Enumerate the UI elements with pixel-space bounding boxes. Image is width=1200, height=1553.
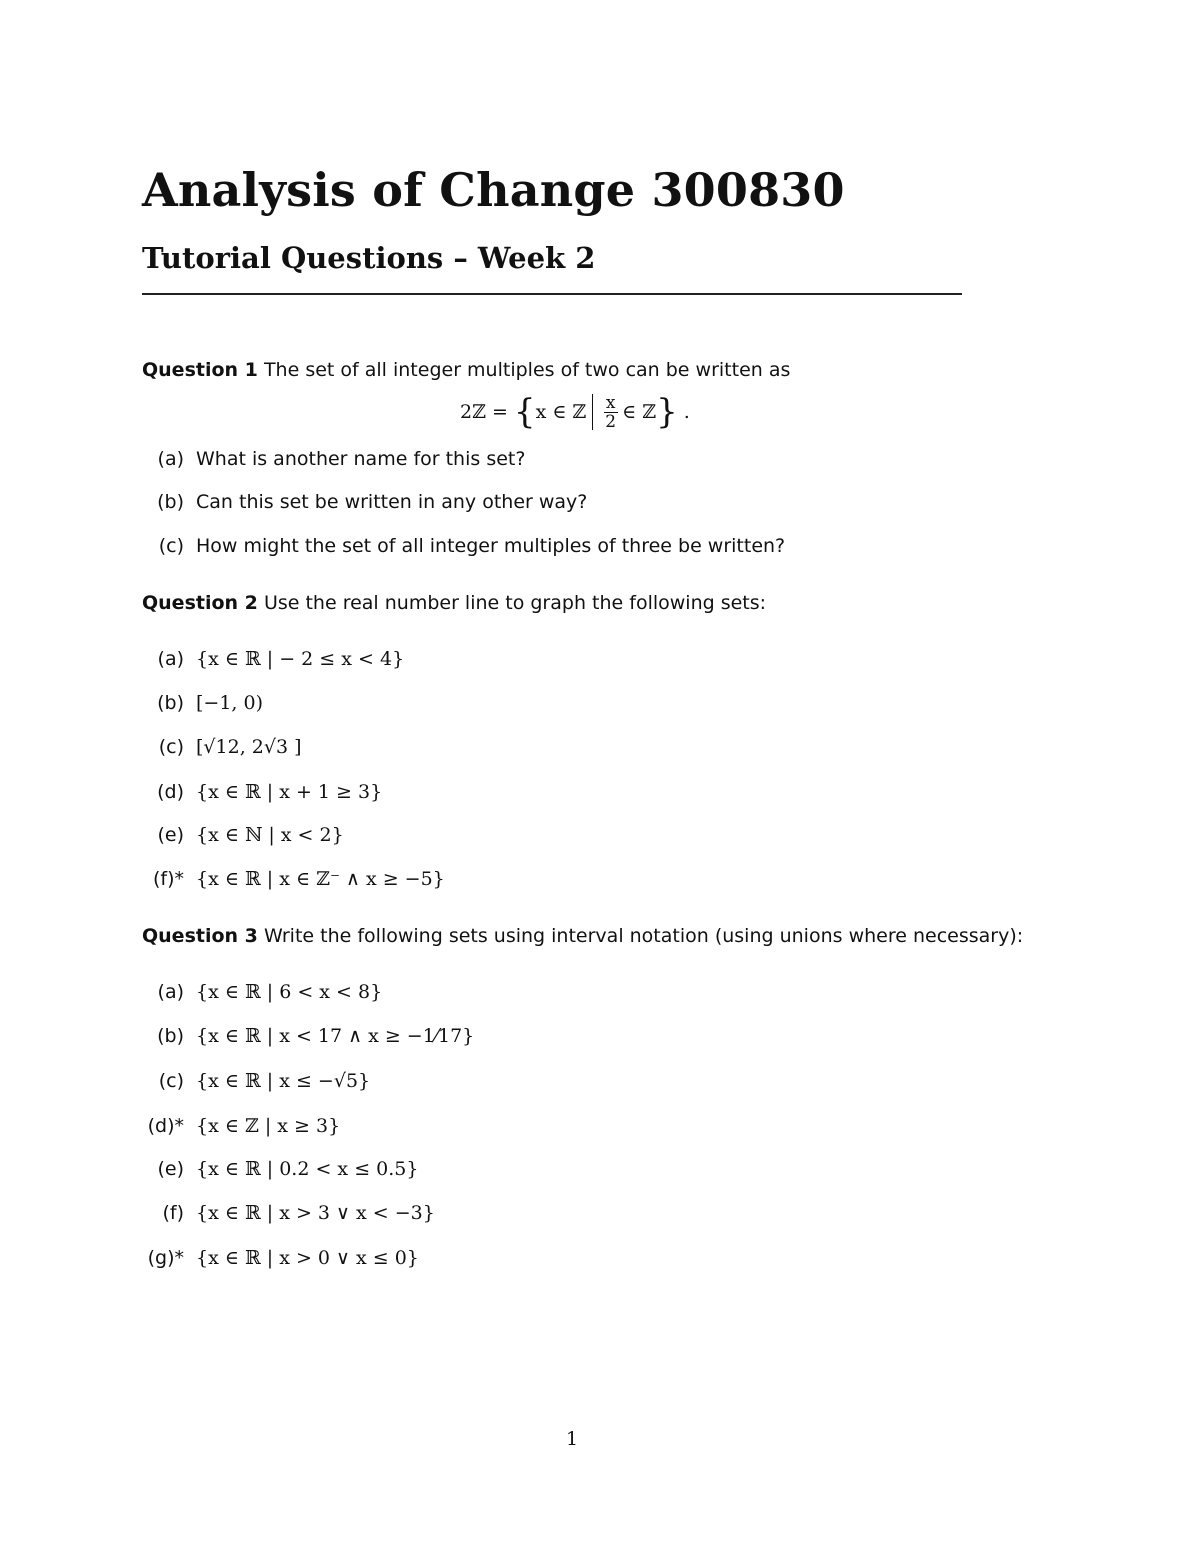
q3-part-set: {x ∈ ℤ | x ≥ 3}	[196, 1115, 341, 1137]
question-2-text: Use the real number line to graph the following sets:	[263, 592, 767, 614]
question-1-text: The set of all integer multiples of two can be written as	[263, 359, 791, 381]
q2-part-label: (a)	[157, 648, 184, 670]
q3-part-set: {x ∈ ℝ | x ≤ −√5}	[196, 1070, 371, 1092]
q2-part-label: (b)	[157, 692, 184, 714]
q2-part-set: [√12, 2√3 ]	[196, 736, 302, 758]
q1-part-label: (a)	[157, 448, 184, 470]
q3-part-label: (f)	[162, 1202, 184, 1224]
display-fraction	[603, 394, 618, 431]
q2-part-set: {x ∈ ℝ | x + 1 ≥ 3}	[196, 781, 383, 803]
q3-part-set: {x ∈ ℝ | 0.2 < x ≤ 0.5}	[196, 1158, 419, 1180]
set-definition-display	[460, 390, 690, 434]
display-left-part: x ∈ ℤ	[535, 401, 587, 423]
q1-part-text: What is another name for this set?	[196, 448, 526, 470]
q3-part-label: (e)	[157, 1158, 184, 1180]
display-open-brace: {	[513, 392, 536, 432]
question-2	[142, 590, 766, 616]
display-period: .	[683, 401, 690, 423]
question-3-text: Write the following sets using interval notation (using unions where necessary):	[263, 925, 1024, 947]
q1-part-label: (b)	[157, 491, 184, 513]
document-subtitle: Tutorial Questions – Week 2	[142, 241, 596, 275]
q3-part-label: (d)*	[147, 1115, 184, 1137]
question-1-label: Question 1	[142, 359, 258, 381]
q3-part-label: (b)	[157, 1025, 184, 1047]
question-2-label: Question 2	[142, 592, 258, 614]
q2-part-label: (f)*	[152, 868, 184, 890]
question-3-label: Question 3	[142, 925, 258, 947]
q3-part-set: {x ∈ ℝ | x > 0 ∨ x ≤ 0}	[196, 1247, 419, 1269]
title-divider	[142, 293, 962, 295]
fraction-numerator: x	[605, 392, 616, 413]
q2-part-set: {x ∈ ℝ | x ∈ ℤ⁻ ∧ x ≥ −5}	[196, 868, 445, 890]
q2-part-set: {x ∈ ℝ | − 2 ≤ x < 4}	[196, 648, 405, 670]
q3-part-set: {x ∈ ℝ | x < 17 ∧ x ≥ −1⁄17}	[196, 1025, 475, 1047]
q3-part-label: (a)	[157, 981, 184, 1003]
display-lhs: 2ℤ =	[460, 401, 508, 423]
display-separator	[592, 394, 593, 430]
q2-part-label: (e)	[157, 824, 184, 846]
q2-part-set: [−1, 0)	[196, 692, 264, 714]
q2-part-label: (c)	[158, 736, 184, 758]
document-title: Analysis of Change 300830	[142, 163, 845, 217]
q3-part-label: (c)	[158, 1070, 184, 1092]
q3-part-label: (g)*	[147, 1247, 184, 1269]
question-3	[142, 923, 1023, 949]
display-close-brace: }	[656, 392, 678, 432]
q1-part-text: Can this set be written in any other way?	[196, 491, 588, 513]
display-right-part: ∈ ℤ	[622, 401, 657, 423]
q2-part-set: {x ∈ ℕ | x < 2}	[196, 824, 344, 846]
fraction-denominator: 2	[605, 411, 617, 432]
q1-part-text: How might the set of all integer multiples of three be written?	[196, 535, 786, 557]
q2-part-label: (d)	[157, 781, 184, 803]
q3-part-set: {x ∈ ℝ | x > 3 ∨ x < −3}	[196, 1202, 435, 1224]
q3-part-set: {x ∈ ℝ | 6 < x < 8}	[196, 981, 383, 1003]
question-1	[142, 357, 790, 383]
q1-part-label: (c)	[158, 535, 184, 557]
page-number: 1	[565, 1428, 579, 1450]
